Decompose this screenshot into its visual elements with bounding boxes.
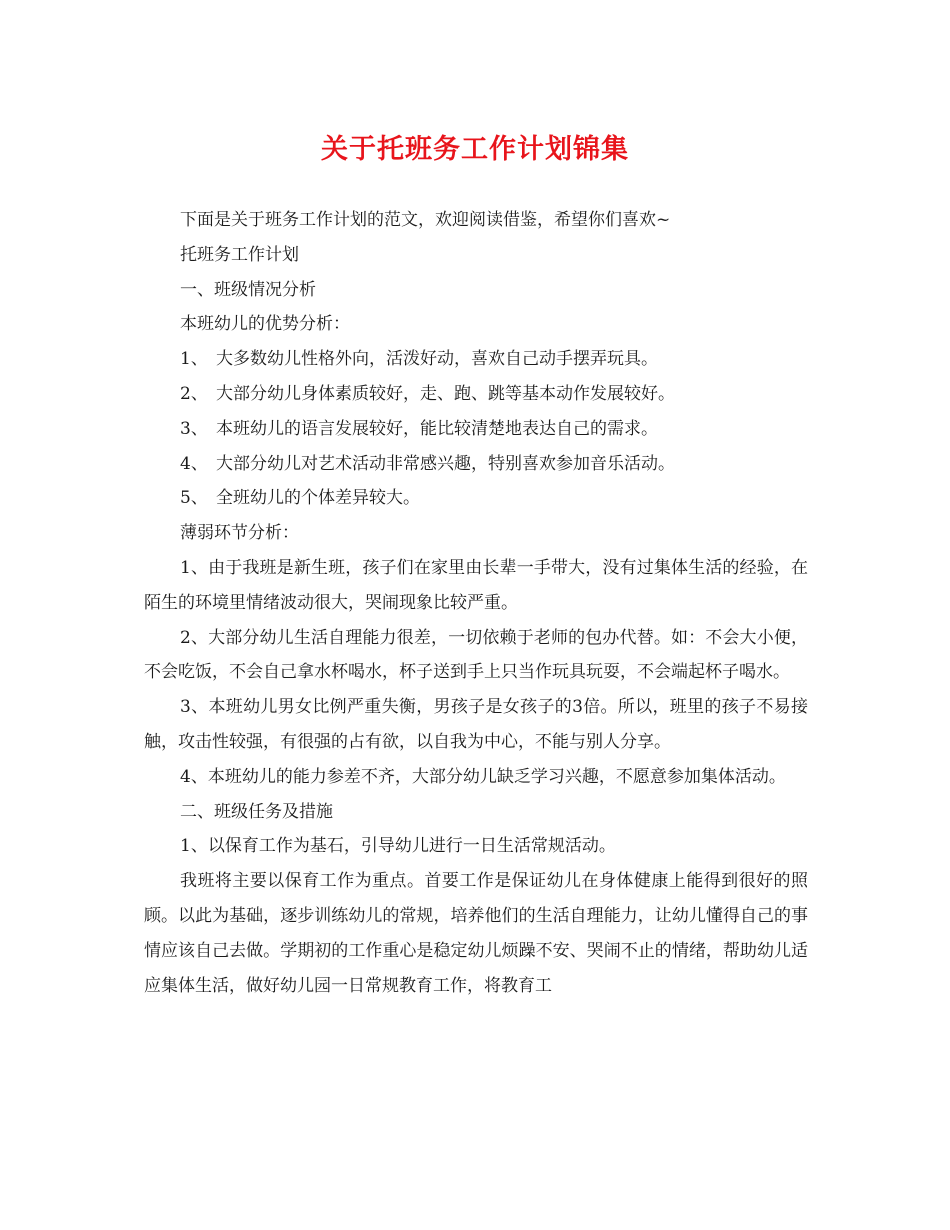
task-heading: 1、以保育工作为基石，引导幼儿进行一日生活常规活动。 [180, 836, 616, 857]
list-item-number: 3、 [180, 418, 208, 439]
list-item-number: 5、 [180, 488, 208, 509]
weakness-heading: 薄弱环节分析： [180, 523, 299, 544]
task-paragraph: 我班将主要以保育工作为重点。首要工作是保证幼儿在身体健康上能得到很好的照顾。以此为基础，逐步训练幼儿的常规，培养他们的生活自理能力，让幼儿懂得自己的事情应该自己去做。学期初的工作重心是稳定幼儿烦躁不安、哭闹不止的情绪，帮助幼儿适应集体生活，做好幼儿园一日常规教育工作，将教育工 [144, 871, 808, 996]
list-item-text: 大多数幼儿性格外向，活泼好动，喜欢自己动手摆弄玩具。 [216, 349, 658, 370]
list-item [144, 447, 808, 482]
weakness-paragraph: 2、大部分幼儿生活自理能力很差，一切依赖于老师的包办代替。如：不会大小便，不会吃饭，不会自己拿水杯喝水，杯子送到手上只当作玩具玩耍，不会端起杯子喝水。 [144, 627, 808, 683]
advantages-heading: 本班幼儿的优势分析： [180, 314, 350, 335]
list-item-text: 全班幼儿的个体差异较大。 [216, 488, 420, 509]
list-item [144, 377, 808, 412]
list-item-number: 1、 [180, 349, 208, 370]
document-body [144, 203, 808, 1003]
list-item [144, 481, 808, 516]
subtitle: 托班务工作计划 [180, 244, 299, 265]
list-item [144, 412, 808, 447]
list-item-text: 大部分幼儿对艺术活动非常感兴趣，特别喜欢参加音乐活动。 [216, 453, 675, 474]
list-item-number: 2、 [180, 383, 208, 404]
list-item-text: 本班幼儿的语言发展较好，能比较清楚地表达自己的需求。 [216, 418, 658, 439]
section-heading-2: 二、班级任务及措施 [180, 801, 333, 822]
intro-paragraph: 下面是关于班务工作计划的范文，欢迎阅读借鉴，希望你们喜欢~ [180, 210, 671, 230]
list-item-number: 4、 [180, 453, 208, 474]
weakness-paragraph: 1、由于我班是新生班，孩子们在家里由长辈一手带大，没有过集体生活的经验，在陌生的环境里情绪波动很大，哭闹现象比较严重。 [144, 557, 808, 613]
list-item [144, 342, 808, 377]
document-title: 关于托班务工作计划锦集 [321, 134, 629, 165]
weakness-paragraph: 3、本班幼儿男女比例严重失衡，男孩子是女孩子的3倍。所以，班里的孩子不易接触，攻击性较强，有很强的占有欲，以自我为中心，不能与别人分享。 [144, 697, 808, 752]
list-item-text: 大部分幼儿身体素质较好，走、跑、跳等基本动作发展较好。 [216, 383, 675, 404]
weakness-paragraph: 4、本班幼儿的能力参差不齐，大部分幼儿缺乏学习兴趣，不愿意参加集体活动。 [180, 766, 786, 787]
section-heading-1: 一、班级情况分析 [180, 279, 316, 300]
